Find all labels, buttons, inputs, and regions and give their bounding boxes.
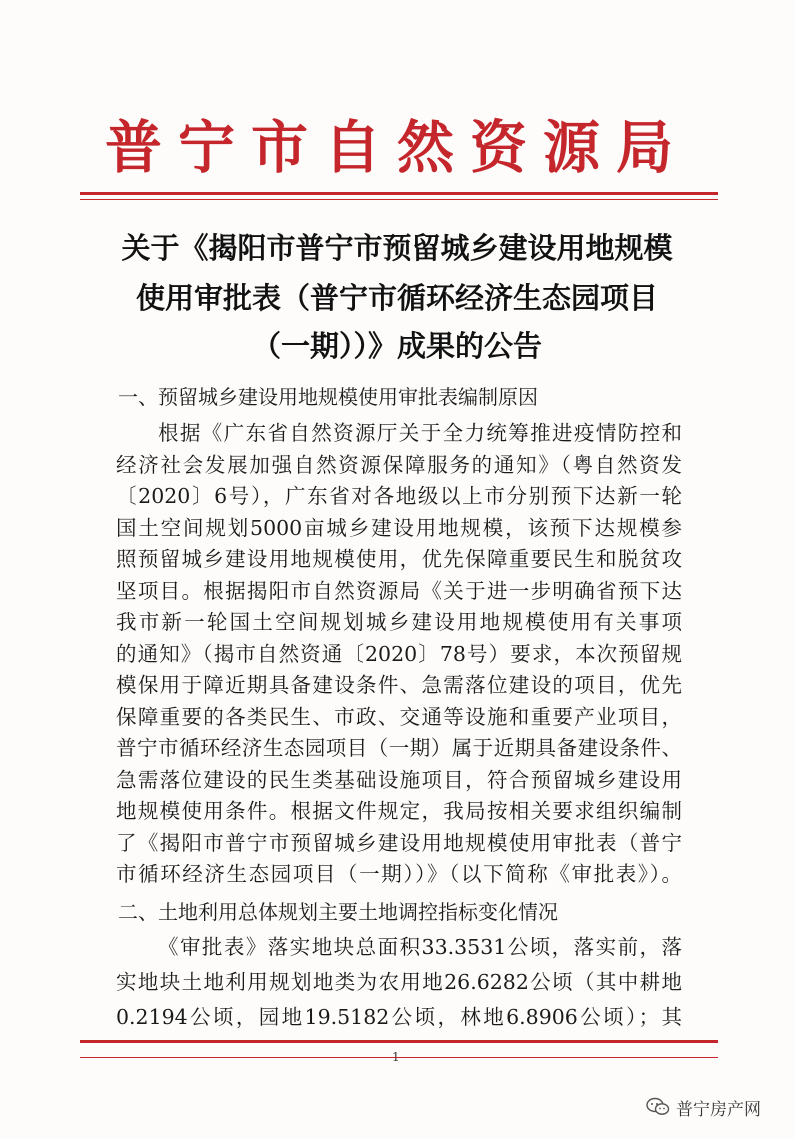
section-1-line: 地规模使用条件。根据文件规定，我局按相关要求组织编制 (116, 799, 682, 823)
watermark-text: 普宁房产网 (676, 1099, 761, 1120)
footer-rule-lower (80, 1057, 718, 1058)
section-2-line: 0.2194公顷，园地19.5182公顷，林地6.8906公顷）；其 (116, 1005, 682, 1029)
footer-rule-upper (80, 1040, 718, 1043)
document-title-line-1: 关于《揭阳市普宁市预留城乡建设用地规模 (121, 231, 673, 265)
source-watermark (646, 1094, 761, 1120)
section-1-line: 市循环经济生态园项目（一期））》（以下简称《审批表》）。 (116, 862, 682, 886)
section-1-line: 模保用于障近期具备建设条件、急需落位建设的项目，优先 (116, 673, 682, 697)
letterhead-rule-bottom (80, 199, 718, 200)
section-2-line: 实地块土地利用规划地类为农用地26.6282公顷（其中耕地 (116, 970, 682, 994)
agency-letterhead: 普宁市自然资源局 (105, 114, 689, 181)
section-1-line: 经济社会发展加强自然资源保障服务的通知》（粤自然资发 (116, 452, 682, 477)
letterhead-rule-top (80, 192, 718, 195)
wechat-icon (646, 1097, 670, 1117)
section-1-line: 国土空间规划5000亩城乡建设用地规模，该预下达规模参 (116, 515, 682, 540)
section-2-heading: 二、土地利用总体规划主要土地调控指标变化情况 (118, 900, 558, 924)
section-1-line: 我市新一轮国土空间规划城乡建设用地规模使用有关事项 (116, 610, 682, 634)
section-1-line: 保障重要的各类民生、市政、交通等设施和重要产业项目， (116, 704, 682, 729)
section-1-line: 了《揭阳市普宁市预留城乡建设用地规模使用审批表（普宁 (116, 830, 682, 855)
section-1-line: 普宁市循环经济生态园项目（一期）属于近期具备建设条件、 (116, 736, 682, 760)
section-1-line: 坚项目。根据揭阳市自然资源局《关于进一步明确省预下达 (116, 578, 682, 603)
section-1-line: 照预留城乡建设用地规模使用，优先保障重要民生和脱贫攻 (116, 547, 682, 571)
document-title-line-3: （一期））》成果的公告 (251, 329, 542, 363)
section-1-line: 〔2020〕6号），广东省对各地级以上市分别预下达新一轮 (116, 484, 682, 508)
section-1-line: 急需落位建设的民生类基础设施项目，符合预留城乡建设用 (116, 767, 682, 792)
section-1-heading: 一、预留城乡建设用地规模使用审批表编制原因 (118, 385, 538, 409)
section-2-line: 《审批表》落实地块总面积33.3531公顷，落实前，落 (158, 935, 682, 959)
section-1-line: 的通知》（揭市自然资通〔2020〕78号）要求，本次预留规 (116, 641, 682, 666)
document-title-line-2: 使用审批表（普宁市循环经济生态园项目 (135, 281, 658, 315)
section-1-line: 根据《广东省自然资源厅关于全力统筹推进疫情防控和 (158, 421, 682, 445)
